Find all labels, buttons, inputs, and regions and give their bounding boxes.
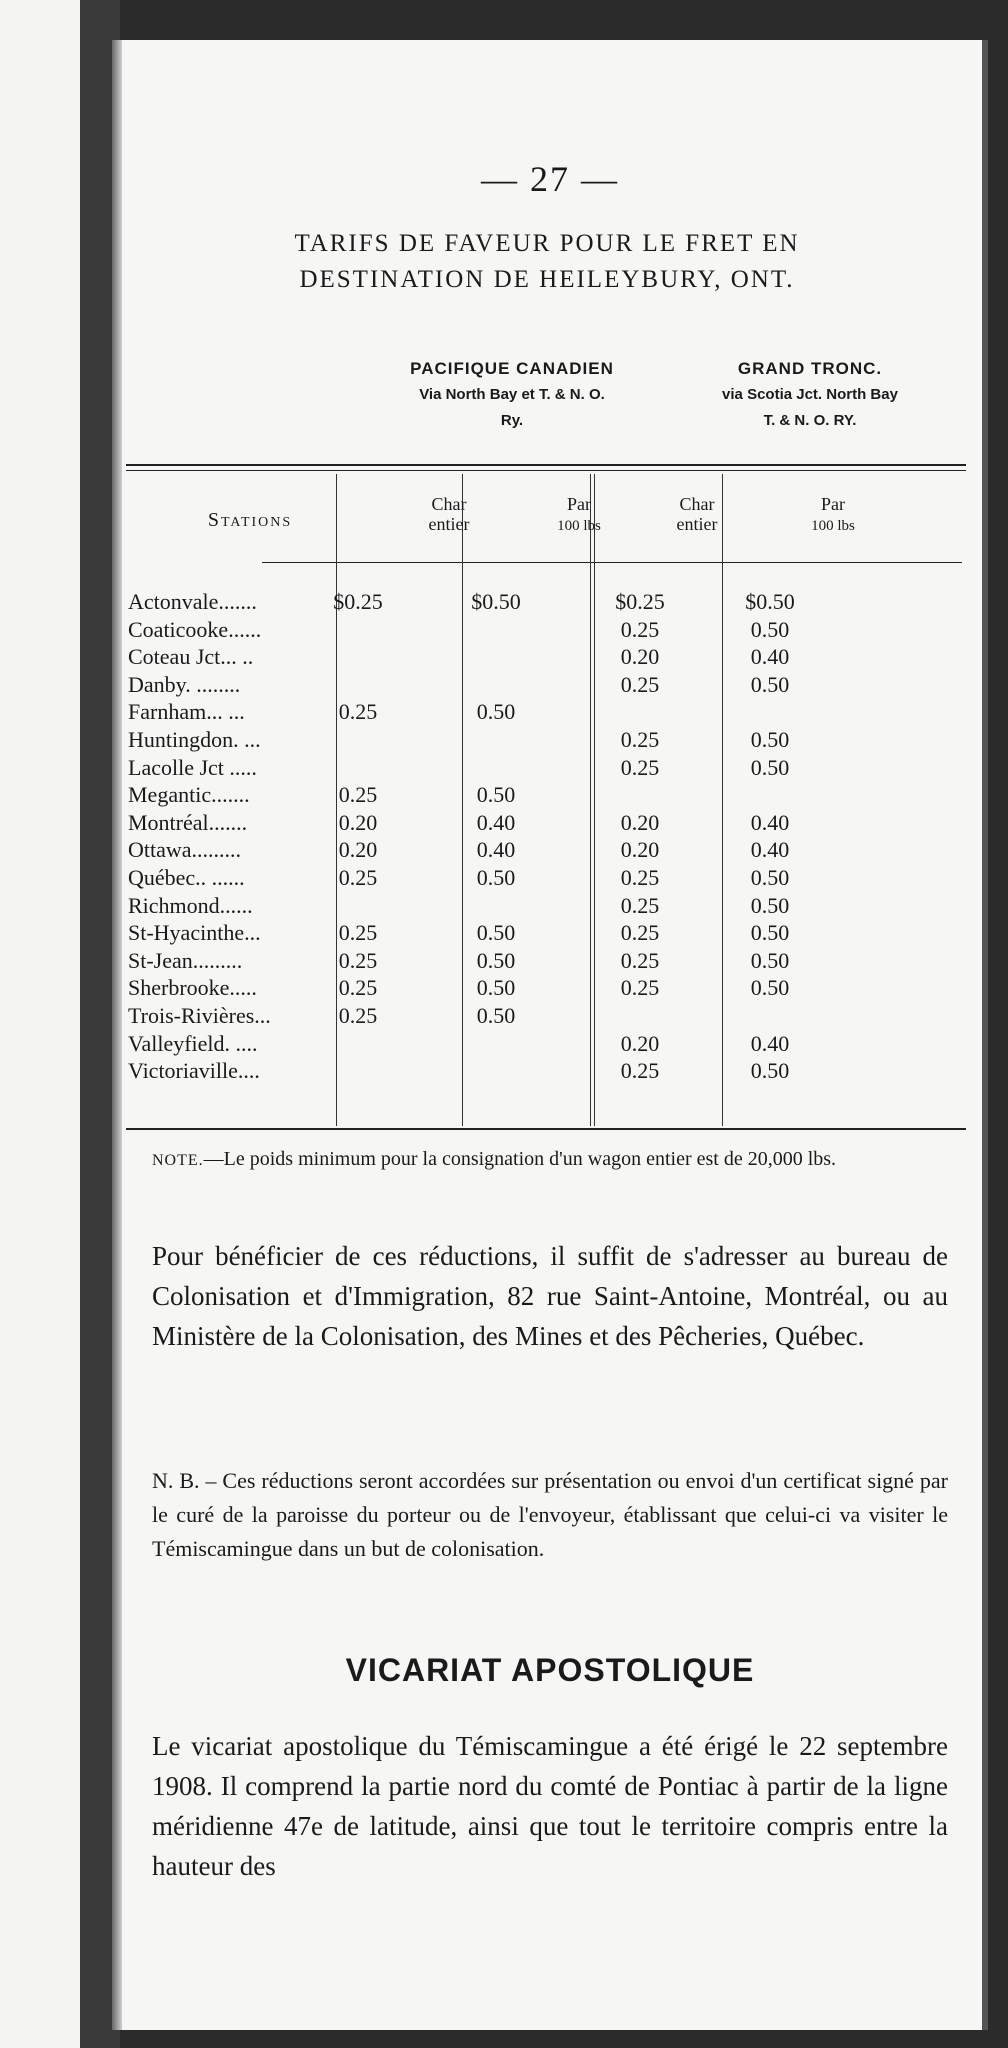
- station-name: Danby. ........: [128, 671, 241, 697]
- gt-char-entier-rate: 0.25: [620, 1058, 660, 1084]
- gt-char-entier-rate: 0.20: [620, 644, 660, 670]
- paragraph-vicariat: Le vicariat apostolique du Témiscamingue a été érigé le 22 septembre 1908. Il comprend la partie nord du comté de Pontiac à partir de la ligne méridienne 47e de latitude, ainsi que tout le territoire compris entre la hauteur des: [152, 1731, 948, 1881]
- carrier-route: Via North Bay et T. & N. O.: [419, 386, 605, 403]
- cp-char-entier-rate: 0.25: [338, 975, 378, 1001]
- station-name: Valleyfield. ....: [128, 1030, 258, 1056]
- station-name: Victoriaville....: [128, 1058, 260, 1084]
- cp-char-entier-rate: 0.20: [338, 809, 378, 835]
- station-name: Richmond......: [128, 892, 253, 918]
- gt-char-entier-rate: 0.25: [620, 947, 660, 973]
- header-text: Par: [821, 494, 845, 514]
- carrier-grand-tronc: [610, 356, 1008, 434]
- station-name: Coaticooke......: [128, 616, 262, 642]
- section-heading: VICARIAT APOSTOLIQUE: [345, 1652, 755, 1688]
- gt-per-100lbs-rate: 0.50: [750, 975, 790, 1001]
- cp-char-entier-rate: 0.25: [338, 782, 378, 808]
- cp-char-entier-rate: 0.25: [338, 920, 378, 946]
- cp-per-100lbs-rate: $0.50: [471, 589, 521, 614]
- gt-char-entier-rate: 0.25: [620, 754, 660, 780]
- table-row: [128, 974, 978, 1002]
- station-name: St-Hyacinthe...: [128, 920, 261, 946]
- station-name: Lacolle Jct .....: [128, 754, 257, 780]
- header-text: 100 lbs: [811, 518, 855, 534]
- page-spine-shadow: [112, 40, 122, 2030]
- table-row: [128, 1057, 978, 1085]
- cp-per-100lbs-rate: 0.50: [476, 782, 516, 808]
- table-top-rule: [126, 464, 966, 466]
- station-name: St-Jean.........: [128, 947, 243, 973]
- scan-background: [0, 0, 120, 2048]
- tariff-table-body: [128, 588, 978, 1085]
- table-row: [128, 919, 978, 947]
- cp-per-100lbs-rate: 0.40: [476, 837, 516, 863]
- cp-char-entier-rate: $0.25: [333, 589, 383, 614]
- station-name: Trois-Rivières...: [128, 1002, 271, 1028]
- gt-per-100lbs-rate: 0.40: [750, 644, 790, 670]
- gt-per-100lbs-rate: $0.50: [745, 589, 795, 614]
- gt-char-entier-rate: 0.25: [620, 616, 660, 642]
- gt-char-entier-rate: 0.25: [620, 671, 660, 697]
- cp-char-entier-rate: 0.25: [338, 699, 378, 725]
- cp-char-entier-rate: 0.20: [338, 837, 378, 863]
- station-name: Ottawa.........: [128, 837, 242, 863]
- carrier-name: PACIFIQUE CANADIEN: [410, 359, 614, 378]
- table-row: [128, 864, 978, 892]
- header-gt-par-100lbs: [748, 494, 918, 536]
- table-row: [128, 1002, 978, 1030]
- station-name: Megantic.......: [128, 782, 250, 808]
- carrier-route: via Scotia Jct. North Bay: [722, 386, 898, 403]
- gt-char-entier-rate: 0.25: [620, 975, 660, 1001]
- station-name: Sherbrooke.....: [128, 975, 257, 1001]
- gt-per-100lbs-rate: 0.40: [750, 1030, 790, 1056]
- header-text: 100 lbs: [557, 518, 601, 534]
- cp-per-100lbs-rate: 0.50: [476, 864, 516, 890]
- gt-per-100lbs-rate: 0.50: [750, 864, 790, 890]
- paragraph-reductions: Pour bénéficier de ces réductions, il suffit de s'adresser au bureau de Colonisation et d'Immigration, 82 rue Saint-Antoine, Montréal, ou au Ministère de la Colonisation, des Mines et des Pêcheries, Québec.: [152, 1241, 948, 1351]
- table-row: [128, 726, 978, 754]
- table-row: [128, 616, 978, 644]
- book-page: [112, 40, 988, 2030]
- gt-per-100lbs-rate: 0.50: [750, 671, 790, 697]
- header-text: entier: [676, 514, 718, 534]
- table-row: [128, 698, 978, 726]
- cp-per-100lbs-rate: 0.50: [476, 975, 516, 1001]
- table-row: [128, 1030, 978, 1058]
- paragraph-nota-bene: N. B. – Ces réductions seront accordées sur présentation ou envoi d'un certificat signé par le curé de la paroisse du porteur ou de l'envoyeur, établissant que celui-ci va visiter le Témiscamingue dans un but de colonisation.: [152, 1468, 948, 1561]
- station-name: Québec.. ......: [128, 864, 245, 890]
- gt-per-100lbs-rate: 0.50: [750, 754, 790, 780]
- carrier-route: T. & N. O. RY.: [763, 412, 857, 429]
- station-name: Montréal.......: [128, 809, 248, 835]
- gt-char-entier-rate: 0.20: [620, 837, 660, 863]
- carrier-route: Ry.: [500, 412, 524, 429]
- gt-char-entier-rate: 0.25: [620, 920, 660, 946]
- table-bottom-rule: [126, 1128, 966, 1130]
- gt-per-100lbs-rate: 0.50: [750, 726, 790, 752]
- gt-per-100lbs-rate: 0.40: [750, 837, 790, 863]
- table-row: [128, 836, 978, 864]
- gt-per-100lbs-rate: 0.50: [750, 920, 790, 946]
- carrier-name: GRAND TRONC.: [737, 359, 883, 378]
- gt-char-entier-rate: 0.25: [620, 864, 660, 890]
- title-line-1: TARIFS DE FAVEUR POUR LE FRET EN: [294, 230, 800, 257]
- gt-per-100lbs-rate: 0.50: [750, 947, 790, 973]
- cp-per-100lbs-rate: 0.50: [476, 1002, 516, 1028]
- note-label: NOTE.: [152, 1152, 204, 1169]
- cp-per-100lbs-rate: 0.50: [476, 920, 516, 946]
- cp-per-100lbs-rate: 0.40: [476, 809, 516, 835]
- header-underline: [262, 562, 962, 563]
- gt-per-100lbs-rate: 0.50: [750, 616, 790, 642]
- gt-char-entier-rate: $0.25: [615, 589, 665, 614]
- note-text: —Le poids minimum pour la consignation d'un wagon entier est de 20,000 lbs.: [203, 1148, 837, 1170]
- table-row: [128, 947, 978, 975]
- cp-char-entier-rate: 0.25: [338, 947, 378, 973]
- header-text: Par: [567, 494, 591, 514]
- gt-per-100lbs-rate: 0.40: [750, 809, 790, 835]
- gt-char-entier-rate: 0.20: [620, 1030, 660, 1056]
- table-row: [128, 809, 978, 837]
- header-text: entier: [428, 514, 470, 534]
- table-row: [128, 754, 978, 782]
- cp-char-entier-rate: 0.25: [338, 864, 378, 890]
- page-title: [152, 226, 942, 298]
- gt-char-entier-rate: 0.25: [620, 726, 660, 752]
- station-name: Actonvale.......: [128, 589, 257, 614]
- table-row: [128, 643, 978, 671]
- table-row: [128, 781, 978, 809]
- header-text: Char: [431, 494, 467, 514]
- gt-per-100lbs-rate: 0.50: [750, 892, 790, 918]
- table-row: [128, 588, 978, 616]
- header-text: Char: [679, 494, 715, 514]
- gt-char-entier-rate: 0.25: [620, 892, 660, 918]
- gt-char-entier-rate: 0.20: [620, 809, 660, 835]
- station-name: Huntingdon. ...: [128, 726, 261, 752]
- header-stations: Stations: [207, 509, 293, 531]
- gt-per-100lbs-rate: 0.50: [750, 1058, 790, 1084]
- title-line-2: DESTINATION DE HEILEYBURY, ONT.: [299, 266, 795, 293]
- table-row: [128, 892, 978, 920]
- station-name: Coteau Jct... ..: [128, 644, 254, 670]
- table-top-rule-2: [126, 470, 966, 471]
- cp-char-entier-rate: 0.25: [338, 1002, 378, 1028]
- table-note: [152, 1142, 952, 1178]
- cp-per-100lbs-rate: 0.50: [476, 699, 516, 725]
- cp-per-100lbs-rate: 0.50: [476, 947, 516, 973]
- station-name: Farnham... ...: [128, 699, 245, 725]
- page-number: — 27 —: [481, 159, 619, 199]
- table-row: [128, 671, 978, 699]
